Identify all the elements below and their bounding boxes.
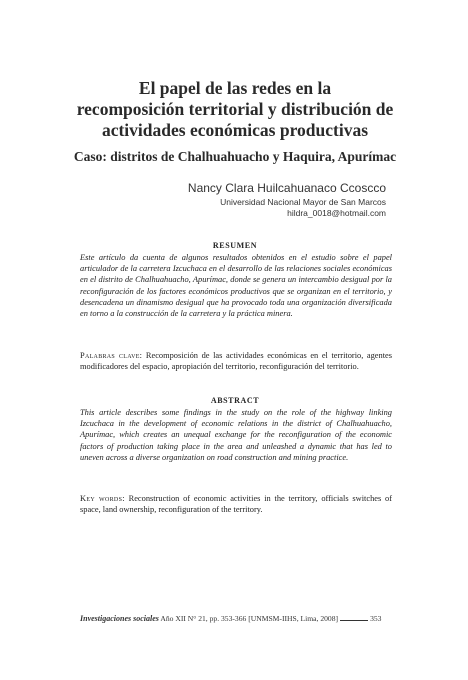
journal-name: Investigaciones sociales [80,614,159,623]
title-line-2: recomposición territorial y distribución de [76,99,394,119]
palabras-clave-label: Palabras clave: [80,351,143,360]
resumen-text: Este artículo da cuenta de algunos resultados obtenidos en el estudio sobre el papel articulador de la carretera Izcuchaca en el desarrollo de las relaciones sociales económicas en el distrito de Chalhuahuacho, Apurímac, donde se genera un intercambio desigual por la reconfiguración de los factores económicos productivos que se organizan en el territorio, y desencadena un dinamismo desigual que ha provocado toda una organización diversificada en torno a la construcción de la carretera y la práctica minera. [80,253,392,319]
abstract-text: This article describes some findings in the study on the role of the highway linking Izcuchaca in the development of economic relations in the district of Chalhuahuacho, Apurímac, which creates an unequal exchange for the reconfiguration of the economic factors of production taking place in the area and unleashed a dynamic that has led to uneven across a diverse organization on road construction and mining practice. [80,408,392,462]
author-affiliation: Universidad Nacional Mayor de San Marcos [220,197,386,207]
key-words-label: Key words: [80,494,125,503]
palabras-clave-text: Recomposición de las actividades económicas en el territorio, agentes modificadores del espacio, apropiación del territorio, reconfiguración del territorio. [80,351,393,372]
author-name: Nancy Clara Huilcahuanaco Ccoscco [187,181,386,195]
journal-issue: Año XII N° 21, pp. 353-366 [UNMSM-IIHS, Lima, 2008] [160,614,339,623]
title-line-1: El papel de las redes en la [138,78,332,98]
abstract-heading: ABSTRACT [210,396,260,405]
palabras-clave [80,350,392,372]
resumen-heading: RESUMEN [212,241,258,250]
page-number: 353 [370,614,382,623]
article-title [60,78,410,141]
title-line-3: actividades económicas productivas [101,120,369,140]
key-words-text: Reconstruction of economic activities in the territory, officials switches of space, land ownership, reconfiguration of the territory. [80,494,392,515]
author-block [188,181,386,218]
page-footer [80,614,410,623]
footer-rule [340,620,368,621]
author-email: hildra_0018@hotmail.com [287,208,386,218]
article-subtitle: Caso: distritos de Chalhuahuacho y Haquira, Apurímac [73,149,397,164]
key-words [80,493,392,515]
